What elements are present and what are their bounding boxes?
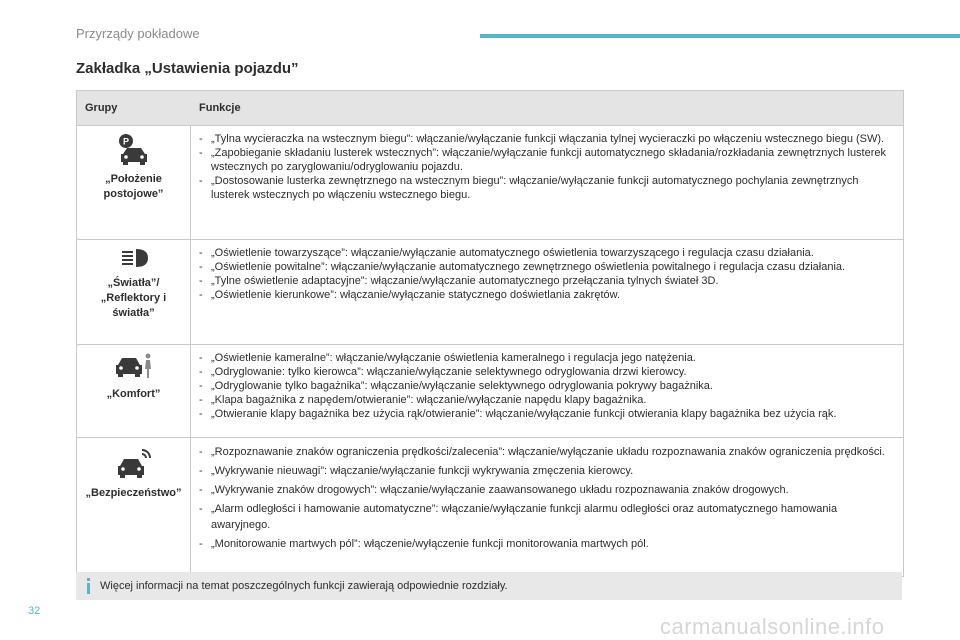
list-item: - „Tylne oświetlenie adaptacyjne”: włączanie/wyłączanie automatycznego przełączania tylnych świateł 3D. (199, 275, 719, 287)
list-item: - „Oświetlenie kameralne”: włączanie/wyłączanie oświetlenia kameralnego i regulacja jego natężenia. (199, 352, 696, 364)
list-item: - „Oświetlenie powitalne”: włączanie/wyłączanie automatycznego zewnętrznego oświetlenia powitalnego i regulacja czasu działania. (199, 261, 846, 273)
group-cell (77, 240, 191, 344)
list-item: - „Dostosowanie lusterka zewnętrznego na wstecznym biegu”: włączanie/wyłączanie funkcji automatycznego pochylania zewnętrznych lusterek wstecznych po włączeniu wstecznego biegu. (199, 175, 859, 201)
list-item: - „Tylna wycieraczka na wstecznym biegu”: włączanie/wyłączanie funkcji włączania tylnej wycieraczki po włączeniu wstecznego biegu (SW). (199, 133, 885, 145)
functions-cell (191, 126, 903, 239)
parked-car-icon (114, 132, 154, 166)
info-note (76, 572, 902, 600)
header-functions: Funkcje (199, 102, 241, 114)
list-item: - „Oświetlenie kierunkowe”: włączanie/wyłączanie statycznego doświetlania zakrętów. (199, 289, 621, 301)
list-item: - „Wykrywanie znaków drogowych”: włączanie/wyłączanie zaawansowanego układu rozpoznawania znaków drogowych. (199, 484, 789, 496)
section-title: Zakładka „Ustawienia pojazdu” (76, 60, 299, 77)
group-label: „Komfort” (106, 388, 161, 400)
car-comfort-icon (112, 351, 156, 381)
table-row (77, 344, 903, 437)
list-item: - „Zapobieganie składaniu lusterek wstecznych”: włączanie/wyłączanie funkcji automatycznego składania/rozkładania zewnętrznych lusterek wstecznych po zaryglowaniu/odryglowaniu pojazdu. (199, 147, 887, 173)
list-item: - „Odryglowanie tylko bagażnika”: włączanie/wyłączanie selektywnego odryglowania pokrywy bagażnika. (199, 380, 713, 392)
car-safety-icon (112, 446, 156, 480)
functions-cell (191, 345, 903, 437)
group-label: „Położenie postojowe” (103, 173, 164, 200)
group-label: „Bezpieczeństwo” (85, 487, 182, 499)
note-text: Więcej informacji na temat poszczególnych funkcji zawierają odpowiednie rozdziały. (100, 580, 508, 592)
info-icon (76, 578, 100, 594)
table-header (77, 91, 903, 125)
settings-table (76, 90, 904, 577)
list-item: - „Monitorowanie martwych pól”: włączenie/wyłączenie funkcji monitorowania martwych pól. (199, 538, 649, 550)
page-header-title: Przyrządy pokładowe (76, 26, 200, 41)
page-number: 32 (28, 605, 41, 617)
table-row (77, 125, 903, 239)
functions-cell (191, 438, 903, 576)
list-item: - „Rozpoznawanie znaków ograniczenia prędkości/zalecenia”: włączanie/wyłączanie układu rozpoznawania znaków ograniczenia prędkości. (199, 446, 885, 458)
list-item: - „Otwieranie klapy bagażnika bez użycia rąk/otwieranie”: włączanie/wyłączanie funkcji otwierania klapy bagażnika bez użycia rąk. (199, 408, 837, 420)
svg-text:P: P (122, 136, 129, 147)
headlight-icon (114, 246, 154, 270)
group-cell (77, 438, 191, 576)
list-item: - „Oświetlenie towarzyszące”: włączanie/wyłączanie automatycznego oświetlenia towarzyszącego i regulacja czasu działania. (199, 247, 814, 259)
list-item: - „Wykrywanie nieuwagi”: włączanie/wyłączanie funkcji wykrywania zmęczenia kierowcy. (199, 465, 634, 477)
group-cell (77, 126, 191, 239)
list-item: - „Klapa bagażnika z napędem/otwieranie”: włączanie/wyłączanie napędu klapy bagażnika. (199, 394, 647, 406)
list-item: - „Odryglowanie: tylko kierowca”: włączanie/wyłączanie selektywnego odryglowania drzwi kierowcy. (199, 366, 687, 378)
watermark: carmanualsonline.info (660, 614, 885, 639)
list-item: - „Alarm odległości i hamowanie automatyczne”: włączanie/wyłączanie funkcji alarmu odległości oraz automatycznego hamowania awaryjnego. (199, 503, 838, 531)
table-row (77, 239, 903, 344)
table-row (77, 437, 903, 576)
group-label: „Światła”/ „Reflektory i światła” (100, 277, 167, 319)
functions-cell (191, 240, 903, 344)
header-accent-bar (480, 34, 960, 38)
header-groups: Grupy (85, 102, 118, 114)
group-cell (77, 345, 191, 437)
